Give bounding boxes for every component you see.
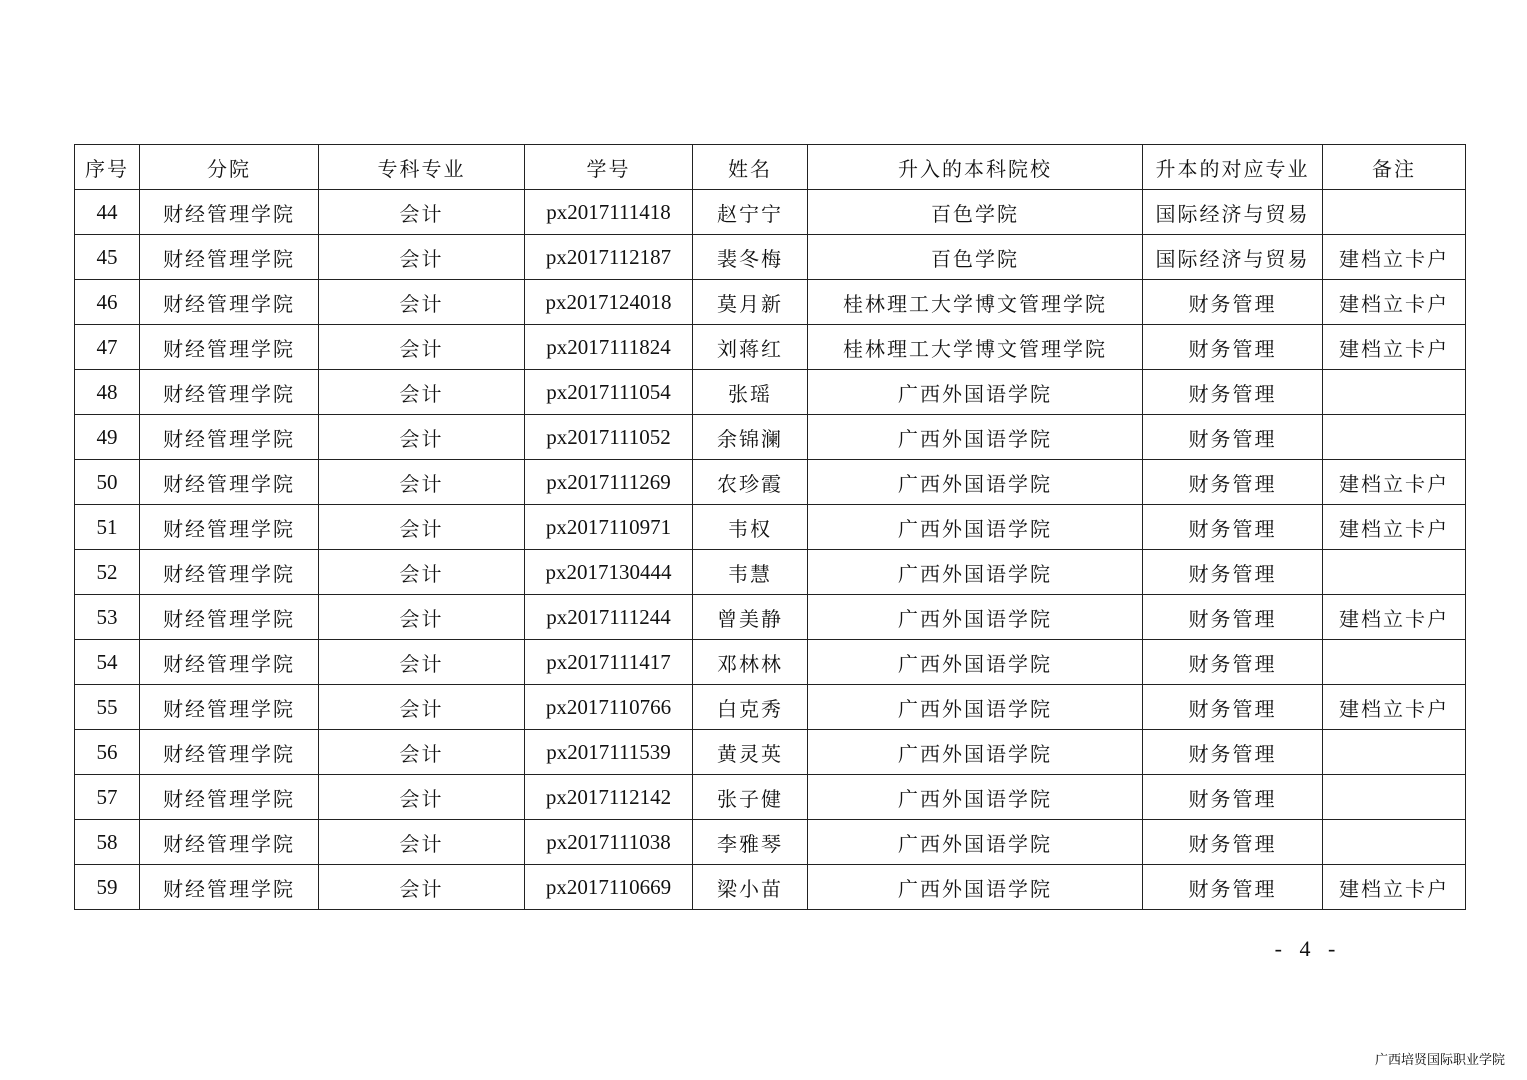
- cell-college: 财经管理学院: [140, 820, 319, 865]
- cell-student-id: px2017110971: [525, 505, 693, 550]
- cell-target-major: 财务管理: [1143, 640, 1323, 685]
- cell-college: 财经管理学院: [140, 865, 319, 910]
- cell-name: 张瑶: [693, 370, 808, 415]
- cell-major: 会计: [319, 190, 525, 235]
- cell-major: 会计: [319, 730, 525, 775]
- cell-college: 财经管理学院: [140, 685, 319, 730]
- cell-student-id: px2017110766: [525, 685, 693, 730]
- cell-remarks: [1323, 370, 1466, 415]
- table-row: [75, 415, 1466, 460]
- cell-target-university: 广西外国语学院: [808, 685, 1143, 730]
- cell-major: 会计: [319, 550, 525, 595]
- cell-college: 财经管理学院: [140, 190, 319, 235]
- cell-name: 白克秀: [693, 685, 808, 730]
- cell-name: 韦权: [693, 505, 808, 550]
- table-row: [75, 550, 1466, 595]
- cell-seq: 56: [75, 730, 140, 775]
- cell-student-id: px2017111824: [525, 325, 693, 370]
- cell-student-id: px2017111054: [525, 370, 693, 415]
- cell-remarks: [1323, 190, 1466, 235]
- cell-target-university: 百色学院: [808, 190, 1143, 235]
- cell-remarks: 建档立卡户: [1323, 685, 1466, 730]
- cell-name: 梁小苗: [693, 865, 808, 910]
- cell-name: 刘蒋红: [693, 325, 808, 370]
- table-row: [75, 280, 1466, 325]
- table-row: [75, 820, 1466, 865]
- cell-target-major: 财务管理: [1143, 775, 1323, 820]
- cell-remarks: [1323, 820, 1466, 865]
- cell-student-id: px2017111417: [525, 640, 693, 685]
- header-name: 姓名: [693, 145, 808, 190]
- cell-target-university: 桂林理工大学博文管理学院: [808, 280, 1143, 325]
- cell-college: 财经管理学院: [140, 460, 319, 505]
- table-row: [75, 190, 1466, 235]
- cell-seq: 52: [75, 550, 140, 595]
- cell-target-major: 财务管理: [1143, 370, 1323, 415]
- cell-target-university: 广西外国语学院: [808, 820, 1143, 865]
- header-target-university: 升入的本科院校: [808, 145, 1143, 190]
- cell-seq: 50: [75, 460, 140, 505]
- cell-college: 财经管理学院: [140, 370, 319, 415]
- table-row: [75, 685, 1466, 730]
- cell-name: 余锦澜: [693, 415, 808, 460]
- cell-remarks: [1323, 730, 1466, 775]
- table-row: [75, 235, 1466, 280]
- cell-target-major: 财务管理: [1143, 550, 1323, 595]
- cell-student-id: px2017111418: [525, 190, 693, 235]
- cell-name: 张子健: [693, 775, 808, 820]
- table-row: [75, 460, 1466, 505]
- cell-college: 财经管理学院: [140, 235, 319, 280]
- cell-student-id: px2017111038: [525, 820, 693, 865]
- cell-target-major: 财务管理: [1143, 820, 1323, 865]
- cell-remarks: 建档立卡户: [1323, 505, 1466, 550]
- table-row: [75, 325, 1466, 370]
- table-row: [75, 595, 1466, 640]
- cell-name: 李雅琴: [693, 820, 808, 865]
- cell-target-major: 国际经济与贸易: [1143, 235, 1323, 280]
- table-row: [75, 505, 1466, 550]
- cell-remarks: [1323, 415, 1466, 460]
- cell-target-university: 广西外国语学院: [808, 775, 1143, 820]
- cell-seq: 45: [75, 235, 140, 280]
- cell-target-major: 财务管理: [1143, 685, 1323, 730]
- cell-target-university: 广西外国语学院: [808, 550, 1143, 595]
- header-seq: 序号: [75, 145, 140, 190]
- cell-target-university: 广西外国语学院: [808, 640, 1143, 685]
- cell-target-university: 广西外国语学院: [808, 460, 1143, 505]
- cell-major: 会计: [319, 415, 525, 460]
- cell-seq: 59: [75, 865, 140, 910]
- cell-student-id: px2017112142: [525, 775, 693, 820]
- cell-name: 莫月新: [693, 280, 808, 325]
- table-header-row: [75, 145, 1466, 190]
- cell-remarks: 建档立卡户: [1323, 280, 1466, 325]
- cell-name: 赵宁宁: [693, 190, 808, 235]
- cell-seq: 57: [75, 775, 140, 820]
- cell-student-id: px2017110669: [525, 865, 693, 910]
- cell-name: 黄灵英: [693, 730, 808, 775]
- cell-student-id: px2017124018: [525, 280, 693, 325]
- cell-major: 会计: [319, 325, 525, 370]
- cell-major: 会计: [319, 775, 525, 820]
- cell-student-id: px2017130444: [525, 550, 693, 595]
- cell-target-major: 财务管理: [1143, 595, 1323, 640]
- cell-seq: 55: [75, 685, 140, 730]
- cell-seq: 51: [75, 505, 140, 550]
- cell-major: 会计: [319, 640, 525, 685]
- header-college: 分院: [140, 145, 319, 190]
- header-student-id: 学号: [525, 145, 693, 190]
- table-row: [75, 865, 1466, 910]
- header-major: 专科专业: [319, 145, 525, 190]
- cell-student-id: px2017111539: [525, 730, 693, 775]
- table-row: [75, 775, 1466, 820]
- cell-student-id: px2017111052: [525, 415, 693, 460]
- cell-target-major: 财务管理: [1143, 415, 1323, 460]
- header-target-major: 升本的对应专业: [1143, 145, 1323, 190]
- cell-remarks: [1323, 550, 1466, 595]
- cell-seq: 47: [75, 325, 140, 370]
- cell-name: 曾美静: [693, 595, 808, 640]
- cell-target-university: 广西外国语学院: [808, 505, 1143, 550]
- cell-seq: 44: [75, 190, 140, 235]
- cell-major: 会计: [319, 235, 525, 280]
- cell-major: 会计: [319, 865, 525, 910]
- cell-target-university: 广西外国语学院: [808, 730, 1143, 775]
- cell-college: 财经管理学院: [140, 775, 319, 820]
- cell-college: 财经管理学院: [140, 415, 319, 460]
- cell-major: 会计: [319, 460, 525, 505]
- cell-major: 会计: [319, 595, 525, 640]
- cell-college: 财经管理学院: [140, 280, 319, 325]
- header-remarks: 备注: [1323, 145, 1466, 190]
- cell-major: 会计: [319, 685, 525, 730]
- cell-name: 邓林林: [693, 640, 808, 685]
- cell-target-university: 广西外国语学院: [808, 595, 1143, 640]
- cell-college: 财经管理学院: [140, 325, 319, 370]
- cell-remarks: 建档立卡户: [1323, 325, 1466, 370]
- cell-target-major: 财务管理: [1143, 865, 1323, 910]
- cell-name: 韦慧: [693, 550, 808, 595]
- cell-target-university: 广西外国语学院: [808, 415, 1143, 460]
- table-row: [75, 370, 1466, 415]
- cell-college: 财经管理学院: [140, 640, 319, 685]
- cell-college: 财经管理学院: [140, 505, 319, 550]
- cell-major: 会计: [319, 505, 525, 550]
- cell-seq: 46: [75, 280, 140, 325]
- table-body: [75, 190, 1466, 910]
- cell-remarks: 建档立卡户: [1323, 595, 1466, 640]
- cell-student-id: px2017111244: [525, 595, 693, 640]
- cell-student-id: px2017111269: [525, 460, 693, 505]
- cell-college: 财经管理学院: [140, 730, 319, 775]
- cell-major: 会计: [319, 820, 525, 865]
- table-row: [75, 730, 1466, 775]
- cell-college: 财经管理学院: [140, 550, 319, 595]
- institution-watermark: 广西培贤国际职业学院: [1374, 1053, 1505, 1068]
- cell-student-id: px2017112187: [525, 235, 693, 280]
- cell-major: 会计: [319, 280, 525, 325]
- table-row: [75, 640, 1466, 685]
- cell-seq: 53: [75, 595, 140, 640]
- student-roster-table: [74, 144, 1466, 910]
- cell-target-university: 广西外国语学院: [808, 370, 1143, 415]
- cell-remarks: 建档立卡户: [1323, 460, 1466, 505]
- cell-target-major: 财务管理: [1143, 325, 1323, 370]
- cell-name: 裴冬梅: [693, 235, 808, 280]
- cell-target-major: 财务管理: [1143, 280, 1323, 325]
- cell-name: 农珍霞: [693, 460, 808, 505]
- cell-major: 会计: [319, 370, 525, 415]
- cell-target-university: 桂林理工大学博文管理学院: [808, 325, 1143, 370]
- cell-target-major: 财务管理: [1143, 460, 1323, 505]
- cell-seq: 49: [75, 415, 140, 460]
- cell-remarks: 建档立卡户: [1323, 235, 1466, 280]
- cell-target-university: 广西外国语学院: [808, 865, 1143, 910]
- cell-remarks: [1323, 640, 1466, 685]
- cell-college: 财经管理学院: [140, 595, 319, 640]
- cell-target-major: 财务管理: [1143, 505, 1323, 550]
- cell-remarks: [1323, 775, 1466, 820]
- page-number: - 4 -: [1274, 936, 1342, 961]
- cell-remarks: 建档立卡户: [1323, 865, 1466, 910]
- cell-target-major: 财务管理: [1143, 730, 1323, 775]
- cell-seq: 58: [75, 820, 140, 865]
- cell-seq: 48: [75, 370, 140, 415]
- cell-seq: 54: [75, 640, 140, 685]
- cell-target-major: 国际经济与贸易: [1143, 190, 1323, 235]
- cell-target-university: 百色学院: [808, 235, 1143, 280]
